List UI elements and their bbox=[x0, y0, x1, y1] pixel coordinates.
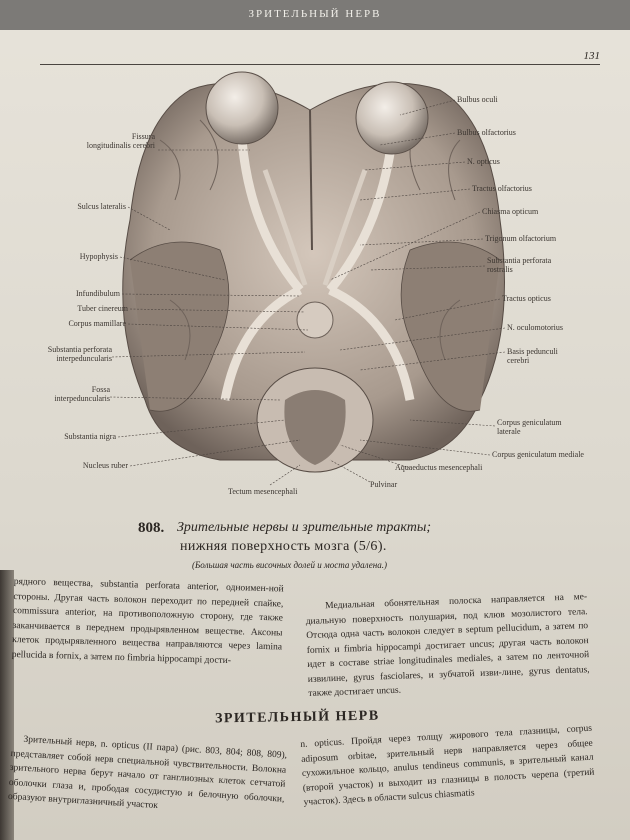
page-number: 131 bbox=[583, 50, 600, 62]
label-chiasma-opticum: Chiasma opticum bbox=[482, 207, 539, 216]
label-tuber-cinereum: Tuber cinereum bbox=[77, 304, 128, 313]
label-corpus-geniculatum-laterale: Corpus geniculatum laterale bbox=[497, 418, 562, 436]
label-bulbus-olfactorius: Bulbus olfactorius bbox=[457, 128, 516, 137]
label-aqueductus: Aquaeductus mesencephali bbox=[395, 463, 483, 472]
left-eyeball-icon bbox=[206, 72, 278, 144]
running-header: ЗРИТЕЛЬНЫЙ НЕРВ bbox=[248, 8, 382, 20]
label-n-oculomotorius: N. oculomotorius bbox=[507, 323, 563, 332]
label-hypophysis: Hypophysis bbox=[79, 252, 118, 261]
body-column-right-2 bbox=[300, 722, 596, 811]
label-pulvinar: Pulvinar bbox=[370, 480, 398, 489]
section-heading: ЗРИТЕЛЬНЫЙ НЕРВ bbox=[214, 708, 380, 727]
figure-number: 808. bbox=[138, 520, 165, 536]
paragraph-right-2: n. opticus. Пройдя через толщу жирового тела глазницы, corpus adiposum orbitae, зрительный нерв направляется через общее сухожильное кольцо, anulus tendineus communis, в зрительный канал (второй участок) и выходит из глазницы в полость черепа (третий участок). Здесь в области sulcus chiasmatis bbox=[300, 723, 595, 808]
label-corpus-geniculatum-mediale: Corpus geniculatum mediale bbox=[492, 450, 584, 459]
label-bulbus-oculi: Bulbus oculi bbox=[457, 95, 498, 104]
label-fossa-interpeduncularis: Fossa interpeduncularis bbox=[54, 385, 110, 403]
body-column-left-2 bbox=[8, 732, 288, 821]
paragraph-left: рядного вещества, substantia perforata anterior, одноимен-ной стороны. Другая часть волокон переходит по передней спайке, commissura anterior, на противоположную сторону, где также заканчивается в переднем продырявленном веществе. Аксоны клеток продырявленного вещества направляются через lamina pellucida в fornix, а затем по fimbria hippocampi дости- bbox=[11, 576, 284, 666]
body-column-left bbox=[12, 575, 284, 670]
figure-title: Зрительные нервы и зрительные тракты; bbox=[177, 520, 432, 535]
figure-subtitle: нижняя поверхность мозга (5/6). bbox=[180, 539, 387, 554]
paragraph-left-2: Зрительный нерв, n. opticus (II пара) (рис. 803, 804; 808, 809), представляет собой нерв специальной чувствительности. Волокна зрительного нерва берут начало от ганглиозных клеток сетчатой оболочки глаза и, прободая сосудистую и белочную оболочки, образуют внутриглазничный участок bbox=[7, 734, 288, 812]
paragraph-right: Медиальная обонятельная полоска направляется на ме-диальную поверхность полушария, под клюв мозолистого тела. Отсюда одна часть волокон следует в septum pellucidum, а затем по fornix и fimbria hippocampi достигает uncus; другая часть волокон идет в составе striae longitudinales mediales, а затем по ленточной извилине, gyrus fasciolares, и зубчатой изви-лине, gyrus dentatus, также достигает uncus. bbox=[305, 592, 590, 699]
label-substantia-nigra: Substantia nigra bbox=[64, 432, 116, 441]
label-corpus-mamillare: Corpus mamillare bbox=[68, 319, 126, 328]
label-tectum: Tectum mesencephali bbox=[228, 487, 298, 496]
figure-note: (Большая часть височных долей и моста удалена.) bbox=[192, 560, 387, 570]
label-substantia-perforata-interpeduncularis: Substantia perforata interpeduncularis bbox=[47, 345, 112, 363]
label-nucleus-ruber: Nucleus ruber bbox=[82, 461, 128, 470]
label-trigonum-olfactorium: Trigonum olfactorium bbox=[485, 234, 557, 243]
label-infundibulum: Infundibulum bbox=[76, 289, 120, 298]
label-basis-pedunculi: Basis pedunculi cerebri bbox=[507, 347, 558, 365]
label-substantia-perforata-rostralis: Substantia perforata rostralis bbox=[487, 256, 552, 274]
label-tractus-opticus: Tractus opticus bbox=[502, 294, 551, 303]
brain-illustration bbox=[0, 62, 630, 512]
body-column-right bbox=[305, 590, 590, 701]
label-n-opticus: N. opticus bbox=[467, 157, 500, 166]
label-tractus-olfactorius: Tractus olfactorius bbox=[472, 184, 532, 193]
label-sulcus-lateralis: Sulcus lateralis bbox=[77, 202, 126, 211]
label-fissura: Fissura longitudinalis cerebri bbox=[86, 132, 155, 150]
